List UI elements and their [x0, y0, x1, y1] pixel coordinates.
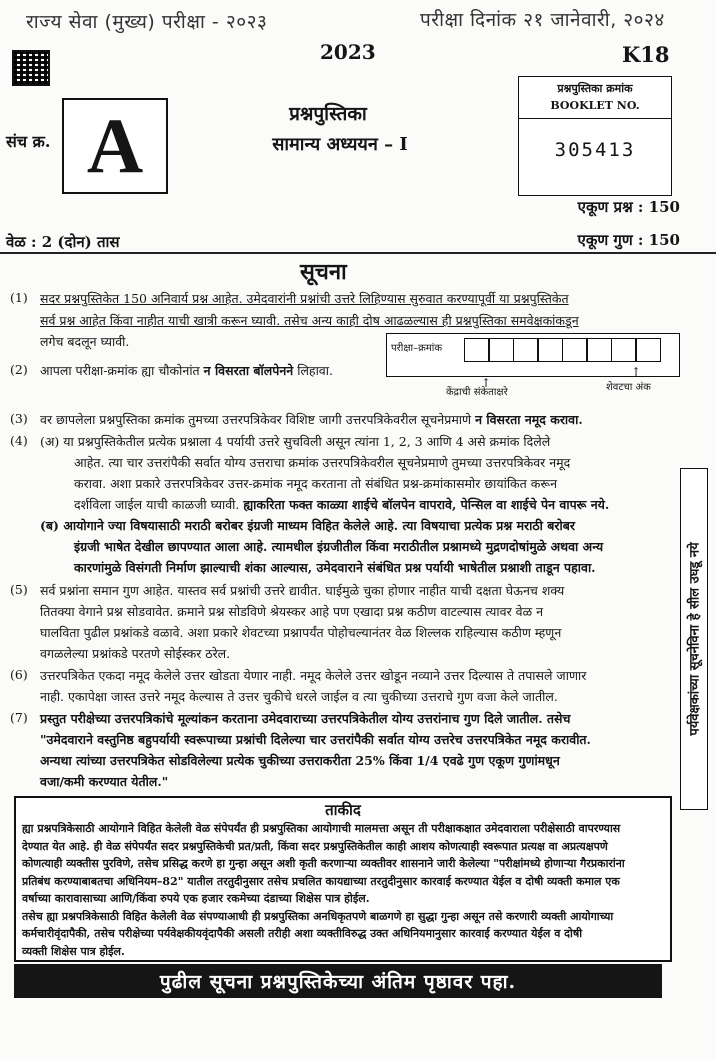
item-5-line-1: सर्व प्रश्नांना समान गुण आहेत. यास्तव सर्व प्रश्नांची उत्तरे द्यावीत. घाईमुळे चुका होणार नाहीत याची दक्षता घेऊनच शक्य	[40, 583, 565, 598]
arrow-up-icon: ↑	[631, 365, 642, 379]
warning-line-6: तसेच ह्या प्रश्नपत्रिकेसाठी विहित केलेली वेळ संपण्याआधी ही प्रश्नपुस्तिका अनधिकृतपणे बाळगणे हा सुद्धा गुन्हा असून तसे करणारी व्यक्ती आयोगाच्या	[22, 909, 614, 923]
item-4a-part-a: दर्शविला जाईल याची काळजी घ्यावी.	[74, 497, 244, 512]
booklet-title: प्रश्नपुस्तिका	[289, 103, 367, 125]
seal-warning-sidebar	[680, 468, 708, 810]
arrow-up-icon: ↑	[481, 376, 492, 390]
warning-line-2: देण्यात येत आहे. ही वेळ संपेपर्यंत सदर प्रश्नपुस्तिकेची प्रत/प्रती, किंवा सदर प्रश्नपुस्तिकेतील काही आशय कोणत्याही स्वरूपात प्रत्यक्ष वा अप्रत्यक्षपणे	[22, 839, 608, 853]
item-5-line-2: तितक्या वेगाने प्रश्न सोडवावेत. क्रमाने प्रश्न सोडविणे श्रेयस्कर आहे पण एखादा प्रश्न कठीण वाटल्यास त्यावर वेळ न	[40, 604, 544, 619]
item-1-number: (1)	[10, 290, 28, 305]
warning-line-1: ह्या प्रश्नपत्रिकेसाठी आयोगाने विहित केलेली वेळ संपेपर्यंत ही प्रश्नपुस्तिका आयोगाची मालमत्ता असून ती परीक्षाकक्षात उमेदवाराला परीक्षेसाठी वापरण्यास	[22, 822, 621, 835]
total-marks: एकूण गुण : 150	[577, 231, 680, 249]
item-1-line-1: सदर प्रश्नपुस्तिकेत 150 अनिवार्य प्रश्न आहेत. उमेदवारांनी प्रश्नांची उत्तरे लिहिण्यास सुरुवात करण्यापूर्वी या प्रश्नपुस्तिकेत	[40, 291, 569, 306]
item-4b-line-1: (ब) आयोगाने ज्या विषयासाठी मराठी बरोबर इंग्रजी माध्यम विहित केलेले आहे. त्या विषयाचा प्रत्येक प्रश्न मराठी बरोबर	[40, 518, 575, 533]
roll-cell[interactable]	[611, 338, 637, 362]
roll-cell[interactable]	[513, 338, 539, 362]
header-divider	[0, 252, 716, 254]
roll-cell[interactable]	[464, 338, 490, 362]
booklet-number-box	[518, 76, 672, 196]
time-allowed: वेळ : 2 (दोन) तास	[6, 233, 120, 251]
subject-title: सामान्य अध्ययन – I	[272, 134, 408, 155]
booklet-label-mr: प्रश्नपुस्तिका क्रमांक	[557, 82, 633, 95]
item-3-number: (3)	[10, 411, 28, 426]
item-6-number: (6)	[10, 667, 28, 682]
roll-cell[interactable]	[488, 338, 514, 362]
exam-year: 2023	[320, 40, 376, 64]
roll-number-label: परीक्षा–क्रमांक	[391, 343, 443, 354]
roll-cell[interactable]	[635, 338, 661, 362]
total-questions: एकूण प्रश्न : 150	[577, 198, 680, 216]
item-4b-line-2: इंग्रजी भाषेत देखील छापण्यात आला आहे. त्यामधील इंग्रजीतील किंवा मराठीतील प्रश्नामध्ये मुद्रणदोषांमुळे अथवा अन्य	[74, 539, 604, 554]
roll-center-code-label: केंद्राची संकेताक्षरे	[446, 387, 508, 398]
item-2-number: (2)	[10, 362, 28, 377]
item-5-line-4: वगळलेल्या प्रश्नांकडे परतणे सोईस्कर ठरेल.	[40, 646, 231, 661]
item-1-line-3: लगेच बदलून घ्यावी.	[40, 334, 130, 349]
item-2-part-b: न विसरता बॉलपेनने	[203, 363, 294, 378]
booklet-label-en: BOOKLET NO.	[550, 99, 640, 112]
warning-title: ताकीद	[325, 801, 361, 819]
item-3-part-b: न विसरता नमूद करावा.	[475, 412, 583, 427]
item-6-line-2: नाही. एकापेक्षा जास्त उत्तरे नमूद केल्यास ते उत्तर चुकीचे धरले जाईल व त्या चुकीच्या उत्तराचे गुण वजा केले जातील.	[40, 689, 558, 704]
booklet-number: 305413	[554, 139, 636, 161]
set-letter-box	[62, 98, 168, 194]
warning-line-7: कर्मचारीवृंदापैकी, तसेच परीक्षेच्या पर्यवेक्षकीयवृंदापैकी असली तरीही अशा व्यक्तीविरुद्ध उक्त अधिनियमानुसार कारवाई करण्यात येईल व दोषी	[22, 927, 583, 940]
roll-cell[interactable]	[562, 338, 588, 362]
item-3-part-a: वर छापलेला प्रश्नपुस्तिका क्रमांक तुमच्या उत्तरपत्रिकेवर विशिष्ट जागी उत्तरपत्रिकेवरील सूचनेप्रमाणे	[40, 412, 476, 427]
item-7-line-3: अन्यथा त्यांच्या उत्तरपत्रिकेत सोडविलेल्या प्रत्येक चुकीच्या उत्तराकरीता 25% किंवा 1/4 एवढे गुण एकूण गुणांमधून	[40, 753, 560, 768]
item-7-number: (7)	[10, 710, 28, 725]
item-2-part-a: आपला परीक्षा-क्रमांक ह्या चौकोनांत	[40, 363, 204, 378]
paper-code: K18	[622, 42, 670, 67]
warning-line-8: व्यक्ती शिक्षेस पात्र होईल.	[22, 944, 125, 958]
item-2-text	[40, 360, 333, 381]
warning-line-4: प्रतिबंध करण्याबाबतचा अधिनियम–82" यातील तरतुदीनुसार तसेच प्रचलित कायद्याच्या तरतुदीनुसार कारवाई करण्यात येईल व दोषी व्यक्ती कमाल एक	[22, 874, 620, 888]
set-letter: A	[86, 102, 144, 189]
item-7-line-4: वजा/कमी करण्यात येतील."	[40, 774, 169, 789]
warning-line-3: कोणत्याही व्यक्तीस पुरविणे, तसेच प्रसिद्ध करणे हा गुन्हा असून अशी कृती करणाऱ्या व्यक्तीवर शासनाने जारी केलेल्या "परीक्षांमध्ये होणाऱ्या गैरप्रकारांना	[22, 857, 625, 870]
roll-cell[interactable]	[586, 338, 612, 362]
item-4a-line-3: करावा. अशा प्रकारे उत्तरपत्रिकेवर उत्तर-क्रमांक नमूद करताना तो संबंधित प्रश्न-क्रमांकासमोर छायांकित करून	[74, 476, 558, 491]
item-7-line-1: प्रस्तुत परीक्षेच्या उत्तरपत्रिकांचे मूल्यांकन करताना उमेदवाराच्या उत्तरपत्रिकेतील योग्य उत्तरांनाच गुण दिले जातील. तसेच	[40, 711, 571, 726]
roll-number-cells	[465, 338, 661, 362]
qr-code-icon	[12, 50, 50, 86]
roll-cell[interactable]	[537, 338, 563, 362]
item-4a-line-1: (अ) या प्रश्नपुस्तिकेतील प्रत्येक प्रश्नाला 4 पर्यायी उत्तरे सुचविली असून त्यांना 1, 2, 3 आणि 4 असे क्रमांक दिलेले	[40, 434, 551, 449]
item-7-line-2: "उमेदवाराने वस्तुनिष्ठ बहुपर्यायी स्वरूपाच्या प्रश्नांची दिलेल्या चार उत्तरांपैकी सर्वात योग्य उत्तरेच उत्तरपत्रिकेत नमूद करावीत.	[40, 732, 591, 747]
seal-warning-text: पर्यवेक्षकांच्या सूचनेविना हे सील उघडू नये	[688, 542, 703, 736]
notice-title: सूचना	[300, 259, 347, 285]
handwritten-exam-name: राज्य सेवा (मुख्य) परीक्षा - २०२३	[26, 11, 268, 33]
item-1-line-2: सर्व प्रश्न आहेत किंवा नाहीत याची खात्री करून घ्यावी. तसेच अन्य काही दोष आढळल्यास ही प्रश्नपुस्तिका समवेक्षकांकडून	[40, 313, 579, 328]
item-4-number: (4)	[10, 433, 28, 448]
warning-line-5: वर्षाच्या कारावासाच्या आणि/किंवा रुपये एक हजार रकमेच्या दंडाच्या शिक्षेस पात्र होईल.	[22, 892, 370, 905]
warning-box	[14, 796, 672, 962]
item-3-text	[40, 409, 680, 430]
handwritten-exam-date: परीक्षा दिनांक २१ जानेवारी, २०२४	[420, 9, 665, 31]
item-4a-line-2: आहेत. त्या चार उत्तरांपैकी सर्वात योग्य उत्तराचा क्रमांक उत्तरपत्रिकेवरील सूचनेप्रमाणे तुमच्या उत्तरपत्रिकेवर नमूद	[74, 455, 571, 470]
next-page-banner: पुढील सूचना प्रश्नपुस्तिकेच्या अंतिम पृष्ठावर पहा.	[14, 964, 662, 998]
item-4a-part-b: ह्याकरिता फक्त काळ्या शाईचे बॉलपेन वापरावे, पेन्सिल वा शाईचे पेन वापरू नये.	[243, 497, 610, 512]
item-4a-line-4	[74, 494, 674, 515]
set-label: संच क्र.	[6, 132, 51, 151]
item-6-line-1: उत्तरपत्रिकेत एकदा नमूद केलेले उत्तर खोडता येणार नाही. नमूद केलेले उत्तर खोडून नव्याने उत्तर दिल्यास ते तपासले जाणार	[40, 668, 587, 683]
item-5-line-3: घालविता पुढील प्रश्नांकडे वळावे. अशा प्रकारे शेवटच्या प्रश्नापर्यंत पोहोचल्यानंतर वेळ शिल्लक राहिल्यास कठीण म्हणून	[40, 625, 562, 640]
item-4b-line-3: कारणांमुळे विसंगती निर्माण झाल्याची शंका आल्यास, उमेदवाराने संबंधित प्रश्न पर्यायी भाषेतील प्रश्नाशी ताडून पहावा.	[74, 560, 596, 575]
booklet-number-header	[519, 77, 671, 119]
item-2-part-c: लिहावा.	[293, 363, 333, 378]
roll-last-digit-label: शेवटचा अंक	[606, 382, 651, 393]
item-5-number: (5)	[10, 582, 28, 597]
